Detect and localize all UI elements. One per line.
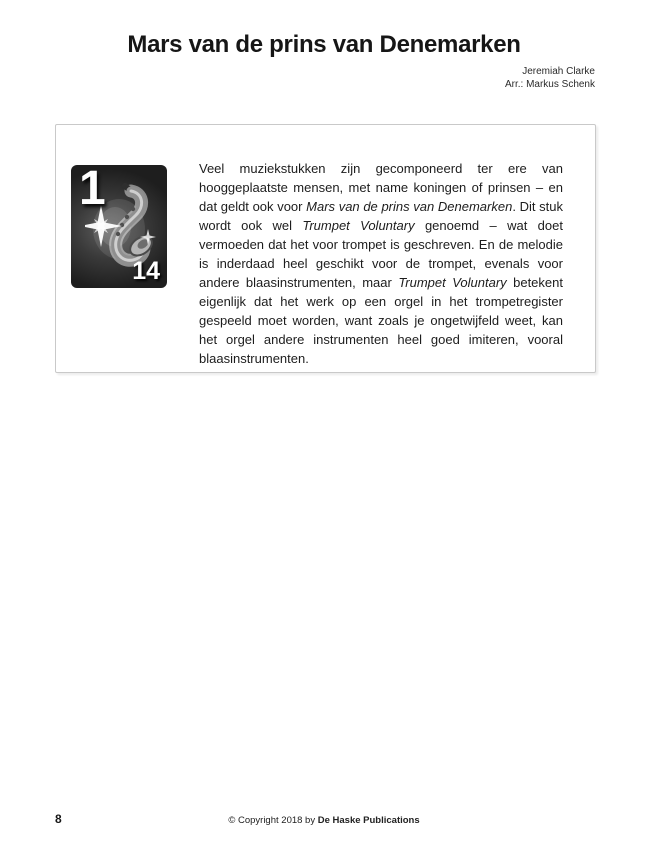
page-number: 8 — [55, 812, 62, 826]
grade-badge — [71, 165, 167, 288]
info-box — [55, 124, 596, 373]
publisher-name: De Haske Publications — [317, 815, 420, 826]
sax-key — [116, 232, 120, 236]
paragraph-segment: . Dit stuk wordt ook wel — [199, 199, 563, 233]
copyright-line — [0, 815, 648, 826]
page-title: Mars van de prins van Denemarken — [127, 31, 521, 58]
copyright-prefix: © Copyright 2018 by — [228, 815, 318, 826]
sax-key — [125, 215, 129, 219]
paragraph-segment: Mars van de prins van Denemarken — [306, 199, 513, 214]
paragraph-segment: Trumpet Voluntary — [302, 218, 415, 233]
grade-number: 1 — [79, 165, 106, 215]
info-paragraph — [199, 159, 563, 368]
credits-block — [505, 66, 595, 91]
arranger-credit: Arr.: Markus Schenk — [504, 78, 595, 90]
paragraph-segment: Trumpet Voluntary — [398, 275, 507, 290]
sax-key — [131, 207, 135, 211]
paragraph-segment: betekent eigenlijk dat het werk op een orgel in het trompetregister gespeeld moet worden, want zoals je ongetwijfeld weet, kan het orgel andere instrumenten heel goed imiteren, vooral blaasinstrumenten. — [199, 275, 563, 366]
paragraph-segment: Veel muziekstukken zijn gecomponeerd ter ere van hooggeplaatste mensen, met name koningen of prinsen – en dat geldt ook voor — [199, 161, 563, 214]
paragraph-segment: genoemd – wat doet vermoeden dat het voor trompet is geschreven. En de melodie is inderdaad heel geschikt voor de trompet, evenals voor andere blaasinstrumenten, maar — [199, 218, 563, 290]
page-ref-number: 14 — [132, 257, 160, 285]
composer-credit: Jeremiah Clarke — [522, 66, 595, 77]
sax-key — [120, 223, 124, 227]
